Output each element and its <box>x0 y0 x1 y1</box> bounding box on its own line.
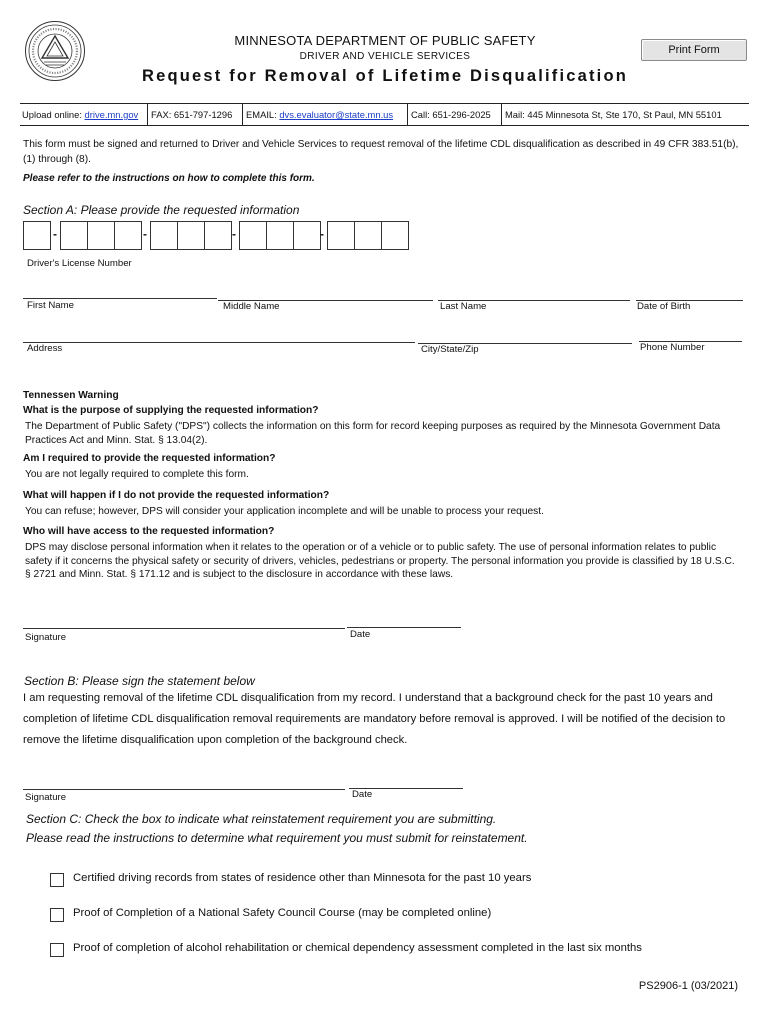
division-name: DRIVER AND VEHICLE SERVICES <box>299 51 471 62</box>
section-a-heading: Section A: Please provide the requested information <box>23 203 300 217</box>
dl-digit[interactable] <box>114 222 141 249</box>
dl-group-4[interactable] <box>239 221 321 250</box>
date-label-2: Date <box>352 789 373 800</box>
middle-name-label: Middle Name <box>223 301 280 312</box>
dl-group-1[interactable] <box>23 221 51 250</box>
option-label-2: Proof of Completion of a National Safety Council Course (may be completed online) <box>73 907 492 919</box>
mail-address: Mail: 445 Minnesota St, Ste 170, St Paul, MN 55101 <box>501 104 749 125</box>
department-name: MINNESOTA DEPARTMENT OF PUBLIC SAFETY <box>234 33 536 48</box>
warning-answer-3: You can refuse; however, DPS will consider your application incomplete and will be unable to process your request. <box>25 506 544 517</box>
dl-digit[interactable] <box>354 222 381 249</box>
dl-number-label: Driver's License Number <box>27 258 132 269</box>
tennessen-warning-title: Tennessen Warning <box>23 390 119 401</box>
email-label: EMAIL: <box>246 109 280 120</box>
instructions-note: Please refer to the instructions on how to complete this form. <box>23 173 315 184</box>
dl-group-5[interactable] <box>327 221 409 250</box>
email-link[interactable]: dvs.evaluator@state.mn.us <box>279 109 394 120</box>
first-name-label: First Name <box>27 300 74 311</box>
city-state-zip-label: City/State/Zip <box>421 344 479 355</box>
last-name-label: Last Name <box>440 301 487 312</box>
section-c-heading: Section C: Check the box to indicate what reinstatement requirement you are submitting. <box>26 812 497 826</box>
warning-answer-2: You are not legally required to complete this form. <box>25 469 249 480</box>
warning-question-4: Who will have access to the requested information? <box>23 526 275 537</box>
dob-label: Date of Birth <box>637 301 691 312</box>
option-checkbox-2[interactable] <box>50 908 64 922</box>
signature-label-2: Signature <box>25 792 67 803</box>
dl-dash: - <box>53 227 57 241</box>
warning-answer-4: DPS may disclose personal information when it relates to the operation or of a vehicle or to public safety. The use of personal information relates to public safety if it concerns the physical safety or security of drivers, vehicles, pedestrians or property. The personal information you provide is classified by 18 U.S.C. § 2721 and Minn. Stat. § 171.12 and is subject to the disclosure in accordance with these laws. <box>25 542 735 580</box>
phone-label: Phone Number <box>640 342 705 353</box>
removal-statement: I am requesting removal of the lifetime CDL disqualification from my record. I understand that a background check for the past 10 years and completion of lifetime CDL disqualification removal requirements are mandatory before removal is approved. I will be notified of the decision to remove the lifetime disqualification upon completion of the background check. <box>23 692 726 746</box>
option-label-1: Certified driving records from states of residence other than Minnesota for the past 10 years <box>73 872 532 884</box>
upload-link[interactable]: drive.mn.gov <box>84 109 139 120</box>
signature-field-2[interactable] <box>23 789 345 790</box>
print-form-button[interactable]: Print Form <box>641 39 747 61</box>
dl-digit[interactable] <box>240 222 266 249</box>
dl-digit[interactable] <box>266 222 293 249</box>
warning-question-2: Am I required to provide the requested information? <box>23 453 276 464</box>
intro-text: This form must be signed and returned to Driver and Vehicle Services to request removal of the lifetime CDL disqualification as described in 49 CFR 383.51(b), (1) through (8). <box>23 139 739 165</box>
fax-number: FAX: 651-797-1296 <box>147 104 242 125</box>
warning-question-3: What will happen if I do not provide the requested information? <box>23 490 330 501</box>
date-label-1: Date <box>350 629 371 640</box>
option-label-3: Proof of completion of alcohol rehabilitation or chemical dependency assessment completed in the last six months <box>73 942 642 954</box>
call-number: Call: 651-296-2025 <box>407 104 501 125</box>
dl-digit[interactable] <box>61 222 87 249</box>
dl-group-2[interactable] <box>60 221 142 250</box>
dl-digit[interactable] <box>151 222 177 249</box>
dl-digit[interactable] <box>328 222 354 249</box>
form-number: PS2906-1 (03/2021) <box>638 980 738 992</box>
dl-digit[interactable] <box>293 222 320 249</box>
warning-question-1: What is the purpose of supplying the requested information? <box>23 405 319 416</box>
dl-digit[interactable] <box>87 222 114 249</box>
dl-dash: - <box>320 227 324 241</box>
upload-label: Upload online: <box>22 109 85 120</box>
form-title: Request for Removal of Lifetime Disqualification <box>141 67 629 85</box>
section-b-heading: Section B: Please sign the statement below <box>24 674 255 688</box>
section-c-subheading: Please read the instructions to determine what requirement you must submit for reinstatement. <box>26 831 528 845</box>
address-field[interactable] <box>23 342 415 343</box>
warning-answer-1: The Department of Public Safety ("DPS") collects the information on this form for record keeping purposes as required by the Minnesota Government Data Practices Act and Minn. Stat. § 13.04(2). <box>25 421 721 446</box>
upload-cell <box>20 104 147 125</box>
email-cell <box>242 104 407 125</box>
dl-digit[interactable] <box>177 222 204 249</box>
option-checkbox-3[interactable] <box>50 943 64 957</box>
address-label: Address <box>27 343 63 354</box>
dl-digit[interactable] <box>24 222 50 249</box>
date-field-1[interactable] <box>347 627 461 628</box>
dl-group-3[interactable] <box>150 221 232 250</box>
first-name-field[interactable] <box>23 298 217 299</box>
dl-digit[interactable] <box>204 222 231 249</box>
contact-info-row <box>20 103 749 126</box>
option-checkbox-1[interactable] <box>50 873 64 887</box>
signature-label-1: Signature <box>25 632 67 643</box>
dl-digit[interactable] <box>381 222 408 249</box>
signature-field-1[interactable] <box>23 628 345 629</box>
dl-dash: - <box>143 227 147 241</box>
dl-dash: - <box>232 227 236 241</box>
